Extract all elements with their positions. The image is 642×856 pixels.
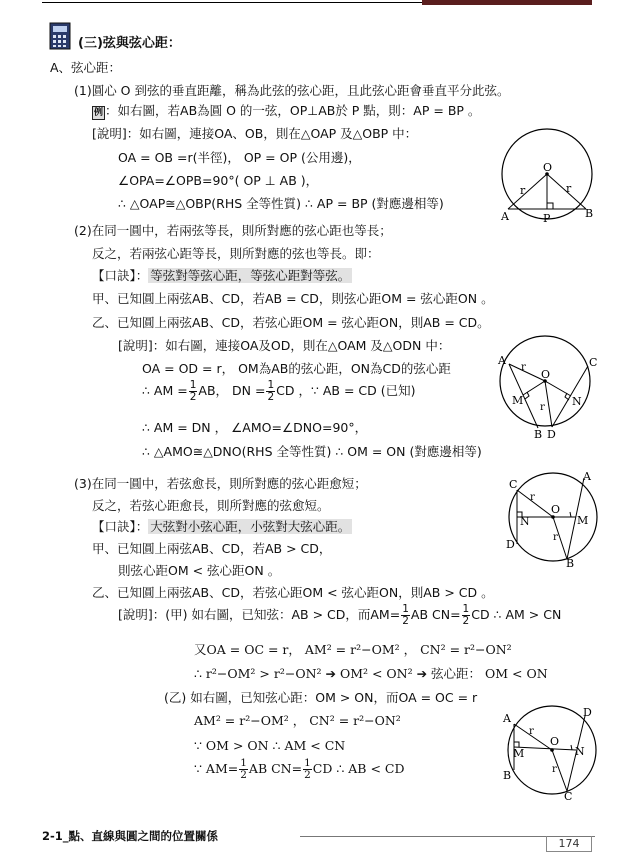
- fig1-label: P: [543, 212, 551, 225]
- chapter-footer: 2-1_點、直線與圓之間的位置關係: [42, 829, 219, 843]
- svg-text:M: M: [577, 514, 589, 527]
- svg-text:O: O: [550, 735, 560, 748]
- svg-text:A: A: [583, 470, 591, 483]
- fraction-half: $\frac{1}{2}$: [240, 757, 247, 782]
- section-a-label: A、弦心距：: [50, 60, 122, 75]
- p2-proof-head: [說明]：如右圖，連接OA及OD，則在△OAM 及△ODN 中：: [118, 338, 451, 353]
- figure-2: [494, 332, 604, 442]
- p1-proof-line1: OA = OB =r(半徑)， OP = OP (公用邊)，: [118, 150, 361, 165]
- p3-proof-b-line3: ∵ OM > ON ∴ AM < CN: [194, 738, 346, 753]
- p3-proof-b-line4: ∵ AM= $\frac{1}{2}$ AB CN= $\frac{1}{2}$ CD ∴ AB < CD: [194, 757, 405, 782]
- p3-proof-a-head: [說明]：(甲) 如右圖，已知弦：AB > CD，而AM= $\frac{1}{2}$ AB CN= $\frac{1}{2}$ CD ∴ AM > CN: [118, 603, 562, 628]
- p3-proof-a-line3: ∴ r²−OM² > r²−ON² ➔ OM² < ON² ➔ 弦心距： OM < ON: [194, 666, 548, 681]
- fig1-label: B: [585, 207, 594, 220]
- top-rule: [0, 0, 642, 5]
- svg-text:N: N: [575, 745, 585, 758]
- mnemonic-label: 【口訣】：: [92, 519, 149, 534]
- p1-example-text: ：如右圖，若AB為圓 O 的一弦，OP⊥AB於 P 點，則：AP = BP 。: [105, 103, 481, 118]
- svg-text:D: D: [547, 428, 556, 441]
- svg-text:r: r: [540, 402, 545, 413]
- figure-1: [494, 126, 604, 230]
- p3-proof-a-line2: 又OA = OC = r， AM² = r²−OM² ， CN² = r²−ON²: [194, 642, 512, 657]
- p3-jia-1: 甲、已知圓上兩弦AB、CD，若AB > CD，: [92, 541, 332, 556]
- p2-converse: 反之，若兩弦心距等長，則所對應的弦也等長。即：: [92, 246, 380, 261]
- p3-mnemonic: [92, 519, 352, 534]
- figure-3: [500, 468, 610, 570]
- fraction-half: $\frac{1}{2}$: [402, 603, 409, 628]
- p1-proof-line2: ∠OPA=∠OPB=90°( OP ⊥ AB )，: [118, 173, 319, 188]
- svg-text:O: O: [551, 503, 561, 516]
- p1-proof-line3: ∴ △OAP≅△OBP(RHS 全等性質) ∴ AP = BP (對應邊相等): [118, 196, 444, 211]
- example-badge: 例: [94, 108, 104, 118]
- svg-text:r: r: [529, 726, 534, 737]
- p1-proof-head: [說明]：如右圖，連接OA、OB，則在△OAP 及△OBP 中：: [92, 126, 418, 141]
- mnemonic-text: 大弦對小弦心距，小弦對大弦心距。: [150, 519, 351, 534]
- svg-text:A: A: [498, 354, 506, 367]
- svg-text:D: D: [506, 538, 515, 551]
- p3-statement: (3)在同一圓中，若弦愈長，則所對應的弦心距愈短；: [74, 476, 367, 491]
- svg-text:C: C: [564, 790, 573, 803]
- p3-yi: 乙、已知圓上兩弦AB、CD，若弦心距OM < 弦心距ON，則AB > CD 。: [92, 585, 494, 600]
- svg-text:r: r: [521, 362, 526, 373]
- calculator-icon: [49, 22, 71, 50]
- figure-4: [500, 700, 610, 804]
- svg-text:O: O: [541, 368, 551, 381]
- fraction-half: $\frac{1}{2}$: [267, 379, 275, 404]
- svg-text:B: B: [566, 557, 575, 570]
- p2-mnemonic: [92, 268, 352, 283]
- fraction-half: $\frac{1}{2}$: [189, 379, 197, 404]
- svg-text:M: M: [513, 747, 525, 760]
- svg-text:r: r: [530, 492, 535, 503]
- p2-yi: 乙、已知圓上兩弦AB、CD，若弦心距OM = 弦心距ON，則AB = CD。: [92, 315, 490, 330]
- page-number: 174: [546, 836, 592, 852]
- svg-text:C: C: [509, 478, 518, 491]
- fraction-half: $\frac{1}{2}$: [304, 757, 311, 782]
- fig1-label: O: [543, 161, 553, 174]
- p2-proof-line3: ∴ AM = DN ， ∠AMO=∠DNO=90°，: [142, 420, 368, 435]
- mnemonic-text: 等弦對等弦心距，等弦心距對等弦。: [150, 268, 351, 283]
- svg-text:N: N: [572, 395, 582, 408]
- p3-proof-b-head: (乙) 如右圖，已知弦心距：OM > ON，而OA = OC = r: [164, 690, 478, 705]
- fig1-label: r: [520, 184, 526, 197]
- svg-text:D: D: [583, 706, 592, 719]
- fig1-label: A: [501, 210, 509, 223]
- svg-text:A: A: [503, 712, 511, 725]
- svg-text:B: B: [503, 769, 512, 782]
- svg-text:M: M: [512, 394, 524, 407]
- svg-text:C: C: [589, 356, 598, 369]
- section-title: (三)弦與弦心距：: [78, 36, 181, 51]
- p3-converse: 反之，若弦心距愈長，則所對應的弦愈短。: [92, 498, 330, 513]
- p1-statement: (1)圓心 O 到弦的垂直距離，稱為此弦的弦心距，且此弦心距會垂直平分此弦。: [74, 83, 510, 98]
- p1-example: [92, 103, 480, 120]
- mnemonic-label: 【口訣】：: [92, 268, 149, 283]
- svg-text:r: r: [553, 532, 558, 543]
- fraction-half: $\frac{1}{2}$: [462, 603, 470, 628]
- svg-text:B: B: [534, 428, 543, 441]
- svg-text:r: r: [552, 764, 557, 775]
- p2-proof-line4: ∴ △AMO≅△DNO(RHS 全等性質) ∴ OM = ON (對應邊相等): [142, 444, 482, 459]
- p2-proof-line1: OA = OD = r， OM為AB的弦心距，ON為CD的弦心距: [142, 361, 451, 376]
- p3-jia-2: 則弦心距OM < 弦心距ON 。: [118, 563, 281, 578]
- p2-proof-line2: ∴ AM = $\frac{1}{2}$ AB， DN = $\frac{1}{2}$ CD ，∵ AB = CD (已知): [142, 379, 416, 404]
- p2-jia: 甲、已知圓上兩弦AB、CD，若AB = CD，則弦心距OM = 弦心距ON 。: [92, 291, 494, 306]
- p2-statement: (2)在同一圓中，若兩弦等長，則所對應的弦心距也等長；: [74, 223, 392, 238]
- svg-text:N: N: [520, 515, 530, 528]
- p3-proof-b-line2: AM² = r²−OM² ， CN² = r²−ON²: [194, 713, 401, 728]
- fig1-label: r: [566, 182, 572, 195]
